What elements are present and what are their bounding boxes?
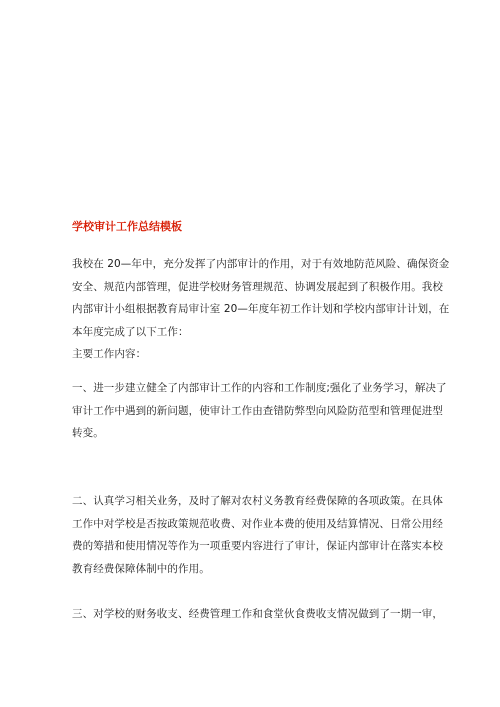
text-line: 二、认真学习相关业务，及时了解对农村义务教育经费保障的各项政策。在具体 — [72, 495, 443, 507]
paragraph-item-3 — [72, 603, 443, 626]
text-line: 转变。 — [72, 427, 104, 439]
paragraph-intro — [72, 253, 450, 343]
paragraph-item-1 — [72, 377, 447, 445]
paragraph-section-heading — [72, 343, 438, 366]
document-title: 学校审计工作总结模板 — [72, 220, 182, 233]
text-line: 本年度完成了以下工作： — [72, 325, 189, 338]
text-line: 三、对学校的财务收支、经费管理工作和食堂伙食费收支情况做到了一期一审， — [72, 608, 443, 620]
text-line: 费的筹措和使用情况等作为一项重要内容进行了审计，保证内部审计在落实本校 — [72, 540, 443, 552]
text-line: 一、进一步建立健全了内部审计工作的内容和工作制度;强化了业务学习，解决了 — [72, 382, 447, 394]
text-line: 我校在 20—年中，充分发挥了内部审计的作用，对于有效地防范风险、确保资金 — [72, 258, 450, 270]
text-line: 安全、规范内部管理，促进学校财务管理规范、协调发展起到了积极作用。我校 — [72, 280, 443, 293]
text-line: 教育经费保障体制中的作用。 — [72, 562, 210, 575]
text-line: 工作中对学校是否按政策规范收费、对作业本费的使用及结算情况、日常公用经 — [72, 517, 443, 530]
text-line: 内部审计小组根据教育局审计室 20—年度年初工作计划和学校内部审计计划，在 — [72, 303, 450, 315]
text-line: 审计工作中遇到的新问题，使审计工作由查错防弊型向风险防范型和管理促进型 — [72, 404, 443, 417]
paragraph-item-2 — [72, 490, 443, 580]
text-line: 主要工作内容： — [72, 348, 147, 360]
